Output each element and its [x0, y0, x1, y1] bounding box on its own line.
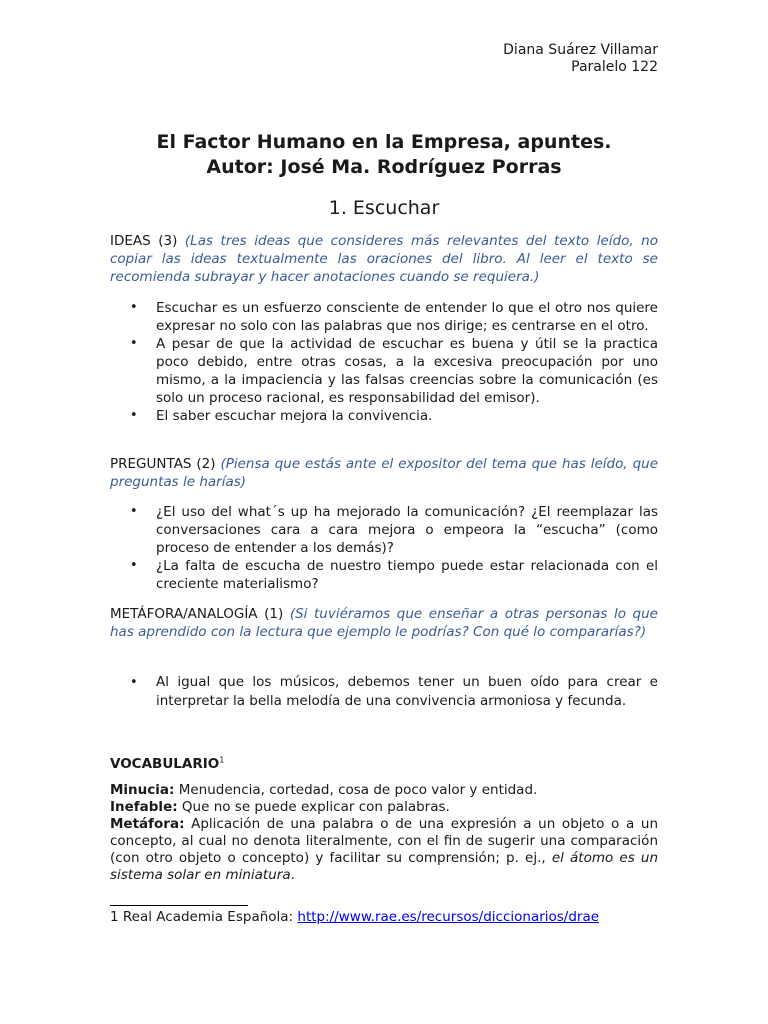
list-item: • ¿La falta de escucha de nuestro tiempo puede estar relacionada con el creciente materialismo?	[130, 558, 658, 592]
section-number: 1.	[328, 197, 347, 219]
preguntas-prompt	[110, 455, 658, 491]
ideas-label: IDEAS (3)	[110, 233, 185, 249]
footnote-separator	[110, 905, 248, 906]
footnote-text: Real Academia Española:	[118, 909, 298, 925]
list-item: • El saber escuchar mejora la convivencia.	[130, 408, 433, 424]
section-heading	[0, 195, 768, 221]
ideas-list	[110, 299, 658, 425]
bullet-icon: •	[130, 504, 138, 519]
bullet-icon: •	[130, 300, 138, 315]
preguntas-label: PREGUNTAS (2)	[110, 456, 221, 472]
author-name: Diana Suárez Villamar	[503, 42, 658, 58]
bullet-icon: •	[130, 408, 138, 423]
metafora-prompt	[110, 605, 658, 641]
vocabulario-entries	[110, 782, 658, 884]
bullet-icon: •	[130, 336, 138, 351]
vocabulario-heading: VOCABULARIO$^1$	[110, 755, 225, 772]
vocab-entry: Metáfora: Aplicación de una palabra o de una expresión a un objeto o a un concepto, al cual no denota literalmente, con el fin de sugerir una comparación (con otro objeto o concepto) y facilitar su comprensión; p. ej., el átomo es un sistema solar en miniatura.	[110, 816, 658, 883]
list-item: • Al igual que los músicos, debemos tener un buen oído para crear e interpretar la bella melodía de una convivencia armoniosa y fecunda.	[130, 674, 658, 709]
list-item: • Escuchar es un esfuerzo consciente de entender lo que el otro nos quiere expresar no solo con las palabras que nos dirige; es centrarse en el otro.	[130, 300, 658, 334]
author-block	[503, 42, 658, 76]
metafora-list	[110, 673, 658, 711]
section-name: Escuchar	[352, 197, 440, 219]
list-item: • ¿El uso del what´s up ha mejorado la comunicación? ¿El reemplazar las conversaciones cara a cara mejora o empeora la “escucha” (como proceso de entender a los demás)?	[130, 504, 658, 556]
footnote-ref: 1	[219, 755, 225, 764]
preguntas-hint: (Piensa que estás ante el expositor del tema que has leído, que preguntas le harías)	[110, 456, 658, 490]
title-line-2: Autor: José Ma. Rodríguez Porras	[206, 156, 562, 178]
title-line-1: El Factor Humano en la Empresa, apuntes.	[156, 131, 612, 153]
bullet-icon: •	[130, 675, 138, 690]
ideas-hint: (Las tres ideas que consideres más relevantes del texto leído, no copiar las ideas textualmente las oraciones del libro. Al leer el texto se recomienda subrayar y hacer anotaciones cuando se requiera.)	[110, 233, 658, 285]
vocab-entry: Minucia: Menudencia, cortedad, cosa de poco valor y entidad.	[110, 782, 538, 798]
metafora-label: METÁFORA/ANALOGÍA (1)	[110, 606, 290, 622]
footnote-marker: 1	[110, 909, 119, 925]
document-title	[0, 130, 768, 180]
preguntas-list	[110, 503, 658, 593]
ideas-prompt	[110, 232, 658, 286]
bullet-icon: •	[130, 558, 138, 573]
list-item: • A pesar de que la actividad de escuchar es buena y útil se la practica poco debido, entre otras cosas, a la excesiva preocupación por uno mismo, a la impaciencia y las falsas creencias sobre la comunicación (es solo un proceso racional, es responsabilidad del emisor).	[130, 336, 658, 406]
group-label: Paralelo 122	[571, 59, 658, 75]
vocab-entry: Inefable: Que no se puede explicar con palabras.	[110, 799, 450, 815]
footnote	[110, 908, 599, 926]
metafora-hint: (Si tuviéramos que enseñar a otras personas lo que has aprendido con la lectura que ejemplo le podrías? Con qué lo compararías?)	[110, 606, 658, 640]
rae-link[interactable]: http://www.rae.es/recursos/diccionarios/drae	[297, 909, 600, 925]
